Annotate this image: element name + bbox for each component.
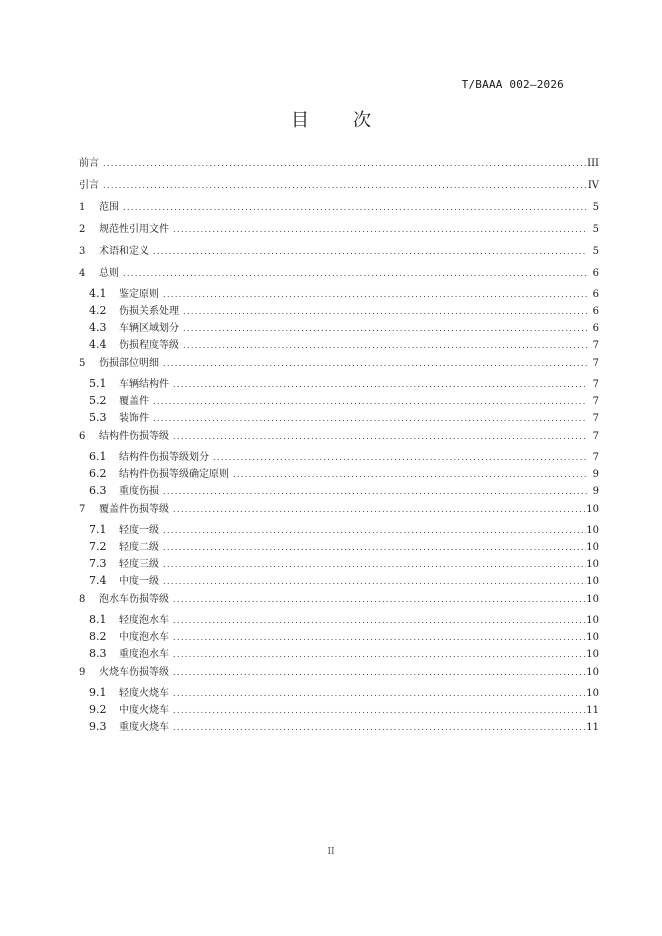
toc-entry-number: 4.4	[89, 338, 107, 351]
title-char-1: 目	[291, 110, 309, 131]
toc-entry-title: 范围	[99, 202, 119, 213]
toc-dot-leader	[121, 197, 587, 219]
toc-entry-page: 10	[586, 667, 599, 678]
toc-entry[interactable]	[79, 302, 599, 319]
toc-entry-number: 8.2	[89, 630, 107, 643]
toc-entry[interactable]	[79, 241, 599, 263]
toc-dot-leader	[161, 556, 586, 573]
toc-entry-number: 7.4	[89, 574, 107, 587]
toc-entry[interactable]	[79, 409, 599, 426]
toc-entry[interactable]	[79, 336, 599, 353]
toc-entry-title: 鉴定原则	[119, 289, 159, 300]
toc-entry-number: 4.2	[89, 304, 107, 317]
toc-entry-number: 6.3	[89, 484, 107, 497]
toc-entry-title: 引言	[79, 180, 99, 191]
toc-entry[interactable]	[79, 662, 599, 684]
toc-entry-title: 中度火烧车	[119, 705, 169, 716]
toc-dot-leader	[101, 153, 587, 175]
toc-dot-leader	[171, 612, 586, 629]
toc-entry-page: 5	[592, 246, 599, 257]
toc-dot-leader	[161, 353, 587, 375]
toc-dot-leader	[161, 573, 586, 590]
toc-dot-leader	[171, 219, 587, 241]
toc-entry-number: 2	[79, 224, 86, 235]
toc-entry-number: 9.1	[89, 686, 107, 699]
toc-entry-page: 7	[592, 431, 599, 442]
toc-entry-title: 重度伤损	[119, 486, 159, 497]
toc-entry-title: 伤损程度等级	[119, 340, 179, 351]
toc-entry[interactable]	[79, 392, 599, 409]
toc-entry-title: 覆盖件伤损等级	[99, 504, 169, 515]
toc-entry[interactable]	[79, 153, 599, 175]
toc-entry-page: 10	[586, 649, 599, 660]
toc-entry[interactable]	[79, 521, 599, 538]
toc-entry[interactable]	[79, 611, 599, 628]
toc-entry-title: 重度火烧车	[119, 722, 169, 733]
toc-dot-leader	[211, 449, 587, 466]
toc-entry-page: 7	[592, 340, 599, 351]
toc-entry-number: 8.1	[89, 613, 107, 626]
toc-entry-page: IV	[587, 180, 599, 191]
toc-entry[interactable]	[79, 448, 599, 465]
toc-entry-page: 7	[592, 396, 599, 407]
toc-dot-leader	[181, 320, 587, 337]
toc-dot-leader	[171, 629, 586, 646]
toc-entry-title: 结构件伤损等级划分	[119, 452, 209, 463]
toc-entry-number: 1	[79, 202, 86, 213]
toc-entry-title: 车辆区域划分	[119, 323, 179, 334]
toc-entry-page: 7	[592, 379, 599, 390]
toc-entry[interactable]	[79, 538, 599, 555]
toc-entry-number: 7.2	[89, 540, 107, 553]
toc-dot-leader	[151, 393, 587, 410]
toc-entry-title: 车辆结构件	[119, 379, 169, 390]
toc-entry-title: 轻度二级	[119, 542, 159, 553]
toc-entry-title: 中度一级	[119, 576, 159, 587]
toc-entry-number: 8	[79, 594, 86, 605]
toc-entry-number: 3	[79, 246, 86, 257]
toc-entry-title: 重度泡水车	[119, 649, 169, 660]
toc-dot-leader	[171, 702, 586, 719]
toc-dot-leader	[161, 483, 587, 500]
toc-entry-title: 轻度一级	[119, 525, 159, 536]
toc-entry-page: 10	[586, 504, 599, 515]
toc-entry[interactable]	[79, 175, 599, 197]
toc-entry[interactable]	[79, 375, 599, 392]
toc-entry[interactable]	[79, 319, 599, 336]
toc-dot-leader	[161, 539, 586, 556]
toc-entry-page: 10	[586, 615, 599, 626]
toc-entry-title: 规范性引用文件	[99, 224, 169, 235]
toc-entry-page: 7	[592, 413, 599, 424]
toc-entry-page: 10	[586, 576, 599, 587]
toc-entry-title: 结构件伤损等级	[99, 431, 169, 442]
toc-entry-page: 10	[586, 594, 599, 605]
toc-entry-page: 6	[592, 323, 599, 334]
toc-entry-number: 6.2	[89, 467, 107, 480]
toc-entry-number: 6	[79, 431, 86, 442]
toc-entry-page: 10	[586, 632, 599, 643]
toc-entry-number: 6.1	[89, 450, 107, 463]
toc-entry[interactable]	[79, 572, 599, 589]
toc-entry-page: 6	[592, 306, 599, 317]
toc-dot-leader	[171, 499, 586, 521]
document-number: T/BAAA 002—2026	[461, 78, 564, 91]
toc-entry-number: 7.1	[89, 523, 107, 536]
toc-entry-page: 10	[586, 542, 599, 553]
toc-entry-title: 中度泡水车	[119, 632, 169, 643]
toc-entry[interactable]	[79, 555, 599, 572]
toc-entry-number: 8.3	[89, 647, 107, 660]
toc-entry-page: 6	[592, 268, 599, 279]
toc-entry[interactable]	[79, 589, 599, 611]
toc-entry-title: 轻度泡水车	[119, 615, 169, 626]
toc-dot-leader	[171, 646, 586, 663]
toc-dot-leader	[171, 426, 587, 448]
toc-entry[interactable]	[79, 718, 599, 735]
toc-entry[interactable]	[79, 628, 599, 645]
toc-entry-number: 4.3	[89, 321, 107, 334]
toc-entry-number: 5.1	[89, 377, 107, 390]
toc-entry-page: III	[587, 158, 599, 169]
toc-entry-title: 伤损部位明细	[99, 358, 159, 369]
toc-dot-leader	[181, 337, 587, 354]
toc-dot-leader	[161, 522, 586, 539]
toc-entry-number: 9	[79, 667, 86, 678]
toc-entry-page: 6	[592, 289, 599, 300]
toc-dot-leader	[231, 466, 587, 483]
toc-entry-title: 装饰件	[119, 413, 149, 424]
toc-entry-page: 10	[586, 688, 599, 699]
toc-entry-page: 5	[592, 224, 599, 235]
toc-entry-number: 5.2	[89, 394, 107, 407]
toc-entry-title: 泡水车伤损等级	[99, 594, 169, 605]
toc-entry[interactable]	[79, 263, 599, 285]
toc-dot-leader	[161, 286, 587, 303]
toc-entry-number: 9.3	[89, 720, 107, 733]
toc-dot-leader	[171, 719, 586, 736]
toc-entry[interactable]	[79, 219, 599, 241]
toc-entry[interactable]	[79, 285, 599, 302]
toc-entry-title: 结构件伤损等级确定原则	[119, 469, 229, 480]
toc-entry-page: 10	[586, 559, 599, 570]
toc-entry-title: 前言	[79, 158, 99, 169]
toc-entry[interactable]	[79, 645, 599, 662]
toc-entry-page: 5	[592, 202, 599, 213]
toc-entry-page: 10	[586, 525, 599, 536]
toc-entry[interactable]	[79, 426, 599, 448]
toc-dot-leader	[171, 376, 587, 393]
toc-entry[interactable]	[79, 197, 599, 219]
toc-entry-number: 7	[79, 504, 86, 515]
toc-entry-title: 轻度三级	[119, 559, 159, 570]
toc-entry[interactable]	[79, 684, 599, 701]
page-title	[0, 106, 662, 132]
toc-dot-leader	[121, 263, 587, 285]
toc-entry-page: 7	[592, 452, 599, 463]
toc-entry-page: 9	[592, 469, 599, 480]
toc-dot-leader	[171, 685, 586, 702]
title-char-2: 次	[353, 110, 371, 131]
toc-dot-leader	[171, 589, 586, 611]
toc-dot-leader	[151, 241, 587, 263]
toc-dot-leader	[171, 662, 586, 684]
toc-entry-title: 覆盖件	[119, 396, 149, 407]
toc-entry-number: 5	[79, 358, 86, 369]
page-number: II	[327, 847, 335, 857]
toc-dot-leader	[101, 175, 587, 197]
toc-entry-number: 5.3	[89, 411, 107, 424]
toc-entry-title: 术语和定义	[99, 246, 149, 257]
toc-entry-page: 7	[592, 358, 599, 369]
toc-entry[interactable]	[79, 701, 599, 718]
toc-dot-leader	[151, 410, 587, 427]
toc-entry-page: 9	[592, 486, 599, 497]
toc-entry-page: 11	[586, 722, 599, 733]
toc-entry-number: 7.3	[89, 557, 107, 570]
toc-entry-title: 总则	[99, 268, 119, 279]
toc-entry-title: 伤损关系处理	[119, 306, 179, 317]
toc-entry-title: 轻度火烧车	[119, 688, 169, 699]
toc-entry-title: 火烧车伤损等级	[99, 667, 169, 678]
toc-entry[interactable]	[79, 499, 599, 521]
toc-entry[interactable]	[79, 465, 599, 482]
toc-entry[interactable]	[79, 353, 599, 375]
table-of-contents	[79, 153, 599, 735]
toc-dot-leader	[181, 303, 587, 320]
toc-entry-number: 4.1	[89, 287, 107, 300]
toc-entry-number: 9.2	[89, 703, 107, 716]
toc-entry-number: 4	[79, 268, 86, 279]
toc-entry[interactable]	[79, 482, 599, 499]
toc-entry-page: 11	[586, 705, 599, 716]
